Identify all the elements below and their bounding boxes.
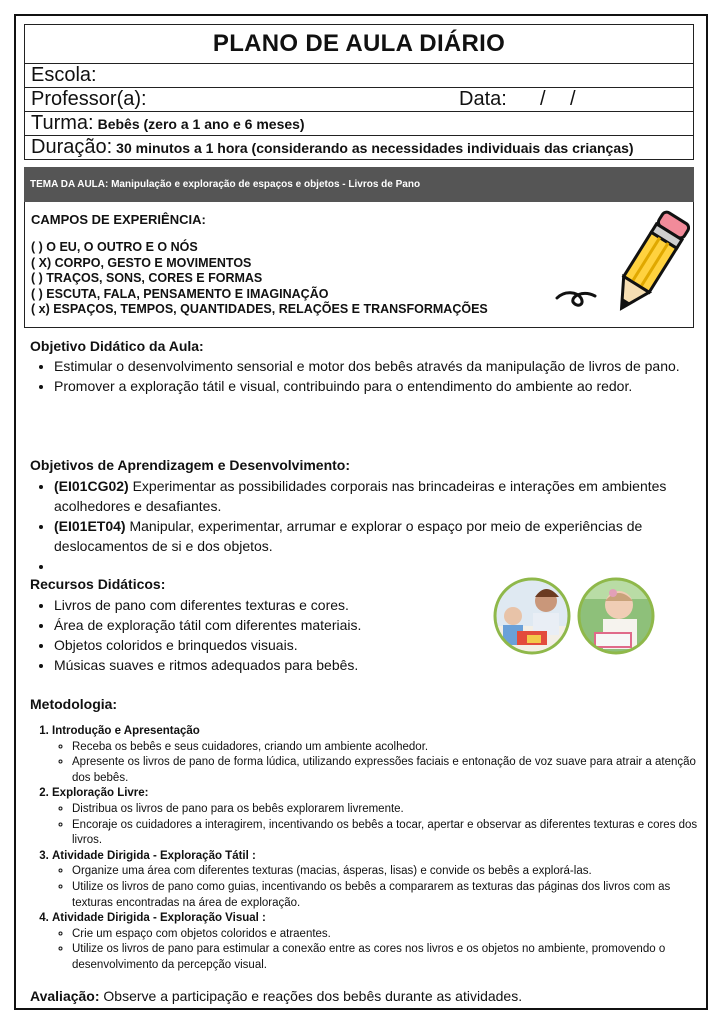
metodologia-step bbox=[52, 786, 702, 848]
list-item: • Músicas suaves e ritmos adequados para bebês. bbox=[54, 655, 504, 675]
step-items bbox=[52, 864, 702, 911]
list-item: ◦ Encoraje os cuidadores a interagirem, incentivando os bebês a tocar, apertar e observar as diferentes texturas e cores dos livros. bbox=[72, 818, 702, 849]
campo-item: ( X) CORPO, GESTO E MOVIMENTOS bbox=[31, 255, 252, 270]
data-label: Data: bbox=[459, 88, 507, 110]
list-item: • Livros de pano com diferentes texturas e cores. bbox=[54, 595, 504, 615]
list-item bbox=[54, 476, 684, 516]
turma-label: Turma: bbox=[31, 112, 94, 134]
step-title: Atividade Dirigida - Exploração Tátil : bbox=[52, 849, 256, 862]
objetivo-didatico-list bbox=[36, 356, 684, 396]
step-items bbox=[52, 740, 702, 787]
bncc-code: (EI01CG02) bbox=[54, 478, 129, 494]
duracao-row bbox=[25, 136, 693, 159]
metodologia-step bbox=[52, 911, 702, 973]
escola-label: Escola: bbox=[31, 64, 97, 86]
list-item: ◦ Organize uma área com diferentes texturas (macias, ásperas, lisas) e convide os bebês a explorá-las. bbox=[72, 864, 702, 880]
tema-bar: TEMA DA AULA: Manipulação e exploração de espaços e objetos - Livros de Pano bbox=[24, 167, 694, 202]
avaliacao bbox=[30, 988, 522, 1004]
photo-baby-caregiver bbox=[491, 571, 576, 661]
campo-item: ( ) ESCUTA, FALA, PENSAMENTO E IMAGINAÇÃO bbox=[31, 286, 329, 301]
objetivo-didatico-title: Objetivo Didático da Aula: bbox=[30, 338, 204, 354]
lesson-plan-page bbox=[14, 14, 708, 1010]
campos-box bbox=[24, 202, 694, 328]
campo-item: ( ) TRAÇOS, SONS, CORES E FORMAS bbox=[31, 271, 263, 285]
page-title: PLANO DE AULA DIÁRIO bbox=[25, 25, 693, 64]
objective-text: Manipular, experimentar, arrumar e explorar o espaço por meio de experiências de deslocamentos de si e dos objetos. bbox=[54, 518, 643, 554]
avaliacao-text: Observe a participação e reações dos bebês durante as atividades. bbox=[99, 988, 523, 1004]
duracao-value: 30 minutos a 1 hora (considerando as necessidades individuais das crianças) bbox=[116, 140, 634, 156]
campo-item: ( x) ESPAÇOS, TEMPOS, QUANTIDADES, RELAÇÕES E TRANSFORMAÇÕES bbox=[31, 302, 488, 316]
avaliacao-label: Avaliação: bbox=[30, 988, 100, 1004]
step-items bbox=[52, 802, 702, 849]
objective-text: Experimentar as possibilidades corporais nas brincadeiras e interações em ambientes acolhedores e desafiantes. bbox=[54, 478, 667, 514]
bncc-code: (EI01ET04) bbox=[54, 518, 126, 534]
step-title: Atividade Dirigida - Exploração Visual : bbox=[52, 912, 266, 925]
list-item: ◦ Utilize os livros de pano como guias, incentivando os bebês a compararem as texturas das páginas dos livros com as texturas encontradas na área de exploração. bbox=[72, 880, 702, 911]
list-item: • Estimular o desenvolvimento sensorial e motor dos bebês através da manipulação de livros de pano. bbox=[54, 356, 684, 376]
recursos-list bbox=[36, 595, 504, 675]
objetivos-aprendizagem-list bbox=[36, 476, 684, 576]
metodologia-step bbox=[52, 724, 702, 786]
list-item: • Objetos coloridos e brinquedos visuais. bbox=[54, 635, 504, 655]
professor-row bbox=[25, 88, 693, 112]
list-item: ◦ Distribua os livros de pano para os bebês explorarem livremente. bbox=[72, 802, 702, 818]
photo-baby-book bbox=[576, 571, 661, 661]
metodologia-step bbox=[52, 849, 702, 911]
objetivos-aprendizagem-title: Objetivos de Aprendizagem e Desenvolvimento: bbox=[30, 457, 351, 473]
recursos-title: Recursos Didáticos: bbox=[30, 576, 166, 592]
duracao-label: Duração: bbox=[31, 136, 113, 158]
pencil-icon bbox=[555, 210, 690, 320]
list-item: ◦ Receba os bebês e seus cuidadores, criando um ambiente acolhedor. bbox=[72, 740, 702, 756]
turma-row bbox=[25, 112, 693, 136]
step-items bbox=[52, 927, 702, 974]
step-title: Introdução e Apresentação bbox=[52, 725, 200, 737]
list-item: ◦ Utilize os livros de pano para estimular a conexão entre as cores nos livros e os objetos no ambiente, promovendo o desenvolvimento da percepção visual. bbox=[72, 942, 702, 973]
metodologia-list bbox=[30, 724, 702, 974]
list-item: ◦ Apresente os livros de pano de forma lúdica, utilizando expressões faciais e entonação de voz suave para atrair a atenção dos bebês. bbox=[72, 755, 702, 786]
metodologia-title: Metodologia: bbox=[30, 696, 118, 712]
list-item: • Promover a exploração tátil e visual, contribuindo para o entendimento do ambiente ao redor. bbox=[54, 376, 684, 396]
campo-item: ( ) O EU, O OUTRO E O NÓS bbox=[31, 240, 198, 254]
list-item: • Área de exploração tátil com diferentes materiais. bbox=[54, 615, 504, 635]
campos-list bbox=[31, 240, 488, 318]
date-slash: / bbox=[540, 88, 546, 110]
turma-value: Bebês (zero a 1 ano e 6 meses) bbox=[97, 116, 305, 132]
header-box bbox=[24, 24, 694, 160]
photos bbox=[491, 571, 661, 661]
step-title: Exploração Livre: bbox=[52, 787, 149, 800]
date-slash: / bbox=[570, 88, 576, 110]
list-item: ◦ Crie um espaço com objetos coloridos e atraentes. bbox=[72, 927, 702, 943]
list-item bbox=[54, 516, 684, 556]
campos-title: CAMPOS DE EXPERIÊNCIA: bbox=[31, 212, 206, 227]
professor-label: Professor(a): bbox=[31, 88, 147, 110]
escola-row bbox=[25, 64, 693, 88]
